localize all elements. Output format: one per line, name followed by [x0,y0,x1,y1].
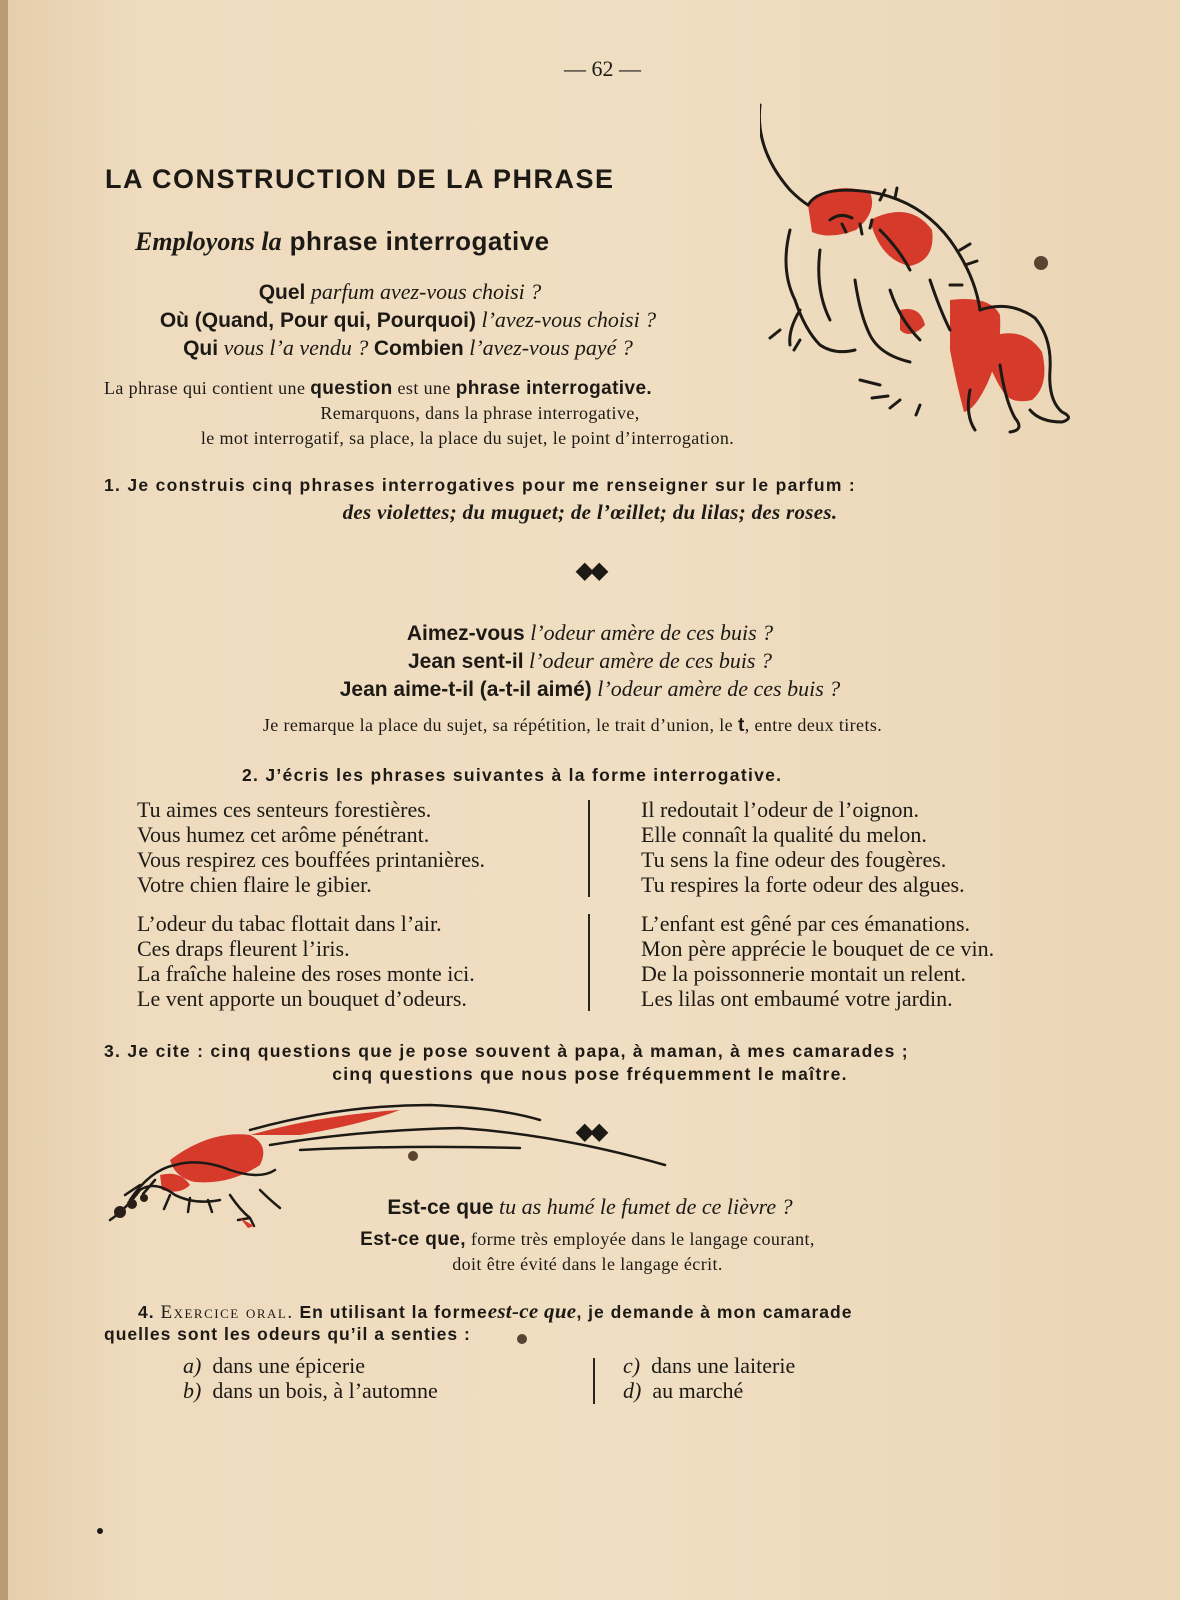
rule-keyword: t [737,715,745,736]
sentence: L’enfant est gêné par ces émanations. [641,911,971,936]
example-rest: l’avez-vous payé ? [469,335,633,360]
exercise-4-items-left [183,1353,603,1403]
exercise-4-instruction [104,1300,1104,1324]
column-divider [593,1358,595,1404]
sentence: La fraîche haleine des roses monte ici. [137,961,475,986]
example-2 [0,306,816,335]
section-title: LA CONSTRUCTION DE LA PHRASE [105,164,615,194]
example-7 [0,1193,1180,1222]
exercise-text: , je demande à mon camarade [576,1302,853,1322]
sentence: Mon père apprécie le bouquet de ce vin. [641,936,995,961]
sentences-block-1-right [641,797,1101,897]
rule-keyword: question [310,378,393,399]
sentence: Votre chien flaire le gibier. [137,872,372,897]
rule-3-line-2: doit être évité dans le langage écrit. [452,1254,723,1274]
example-6 [0,675,1180,704]
exercise-text: En utilisant la forme [299,1302,488,1322]
exercise-4-line-2: quelles sont les odeurs qu’il a senties : [104,1324,471,1344]
example-4 [0,619,1180,648]
sentences-block-2-right [641,911,1111,1011]
exercise-1-items: des violettes; du muguet; de l’œillet; du lilas; des roses. [342,500,838,524]
item-text: dans une laiterie [651,1353,796,1378]
exercise-1-list [0,500,1180,525]
rule-3-line-1 [0,1226,1175,1253]
example-rest: l’odeur amère de ces buis ? [530,620,774,645]
exercise-1-instruction: 1. Je construis cinq phrases interrogatives pour me renseigner sur le parfum : [104,475,857,495]
page-edge [0,0,8,1600]
example-lead: Qui [183,337,219,360]
punch-hole [1034,256,1048,270]
rule-1-line-1 [104,375,884,402]
page-number: — 62 — [564,56,641,81]
exercise-4-item [623,1378,1043,1403]
item-letter: b) [183,1378,202,1403]
diamond-separator: ◆◆ [575,1119,605,1145]
example-lead: Jean sent-il [407,650,524,673]
example-lead: Quel [258,281,306,304]
exercise-emphasis: est-ce que [487,1299,577,1323]
rule-keyword: phrase interrogative. [455,378,653,399]
sentence: L’odeur du tabac flottait dans l’air. [137,911,442,936]
sentence: Tu sens la fine odeur des fougères. [641,847,947,872]
rule-1-line-3: le mot interrogatif, sa place, la place du sujet, le point d’interrogation. [200,428,735,448]
exercise-3-line-2: cinq questions que nous pose fréquemment le maître. [332,1064,848,1084]
example-lead: Où (Quand, Pour qui, Pourquoi) [159,309,476,332]
rule-text: , entre deux tirets. [744,715,883,735]
example-lead: Combien [373,337,464,360]
exercise-oral-label: Exercice oral. [160,1302,294,1323]
punch-hole [408,1151,418,1161]
example-rest: parfum avez-vous choisi ? [310,279,542,304]
sentence: De la poissonnerie montait un relent. [641,961,967,986]
column-divider [588,914,590,1011]
example-lead: Jean aime-t-il (a-t-il aimé) [339,678,592,701]
example-1 [0,278,800,307]
item-letter: c) [623,1353,641,1378]
exercise-4-item [183,1353,603,1378]
subtitle-strong: phrase interrogative [289,226,550,256]
ink-dot [97,1528,103,1534]
example-3 [0,334,816,363]
sentence: Tu aimes ces senteurs forestières. [137,797,432,822]
subtitle-emphasis: Employons la [135,227,282,256]
sentence: Tu respires la forte odeur des algues. [641,872,965,897]
exercise-4-item [623,1353,1043,1378]
item-text: dans un bois, à l’automne [212,1378,438,1403]
rule-keyword: Est-ce que, [360,1229,466,1250]
example-lead: Aimez-vous [406,622,525,645]
rule-text: forme très employée dans le langage courant, [470,1229,815,1249]
sentence: Le vent apporte un bouquet d’odeurs. [137,986,467,1011]
exercise-number: 4. [138,1302,155,1322]
rule-text: est une [397,378,451,398]
rule-text: Je remarque la place du sujet, sa répétition, le trait d’union, le [262,715,734,735]
exercise-2-instruction: 2. J’écris les phrases suivantes à la forme interrogative. [242,765,783,785]
sentence: Elle connaît la qualité du melon. [641,822,927,847]
example-5 [0,647,1180,676]
rule-2 [0,712,1145,739]
rule-1-line-2: Remarquons, dans la phrase interrogative, [320,403,640,423]
column-divider [588,800,590,897]
item-text: au marché [652,1378,744,1403]
exercise-3-instruction: 3. Je cite : cinq questions que je pose souvent à papa, à maman, à mes camarades ; [104,1041,909,1061]
example-rest: l’odeur amère de ces buis ? [597,676,841,701]
item-text: dans une épicerie [212,1353,366,1378]
sentence: Vous humez cet arôme pénétrant. [137,822,430,847]
sentence: Il redoutait l’odeur de l’oignon. [641,797,919,822]
item-letter: a) [183,1353,202,1378]
subtitle [135,226,550,257]
rule-text: La phrase qui contient une [104,378,306,398]
example-rest: tu as humé le fumet de ce lièvre ? [499,1194,793,1219]
diamond-separator: ◆◆ [575,558,605,584]
punch-hole [517,1334,527,1344]
sentence: Les lilas ont embaumé votre jardin. [641,986,953,1011]
sentences-block-1-left [137,797,587,897]
example-lead: Est-ce que [387,1196,494,1219]
sentence: Vous respirez ces bouffées printanières. [137,847,486,872]
example-rest: l’odeur amère de ces buis ? [529,648,772,673]
example-rest: l’avez-vous choisi ? [481,307,657,332]
sentence: Ces draps fleurent l’iris. [137,936,350,961]
exercise-4-items-right [623,1353,1043,1403]
item-letter: d) [623,1378,642,1403]
sentences-block-2-left [137,911,587,1011]
exercise-4-item [183,1378,603,1403]
example-rest: vous l’a vendu ? [223,335,369,360]
